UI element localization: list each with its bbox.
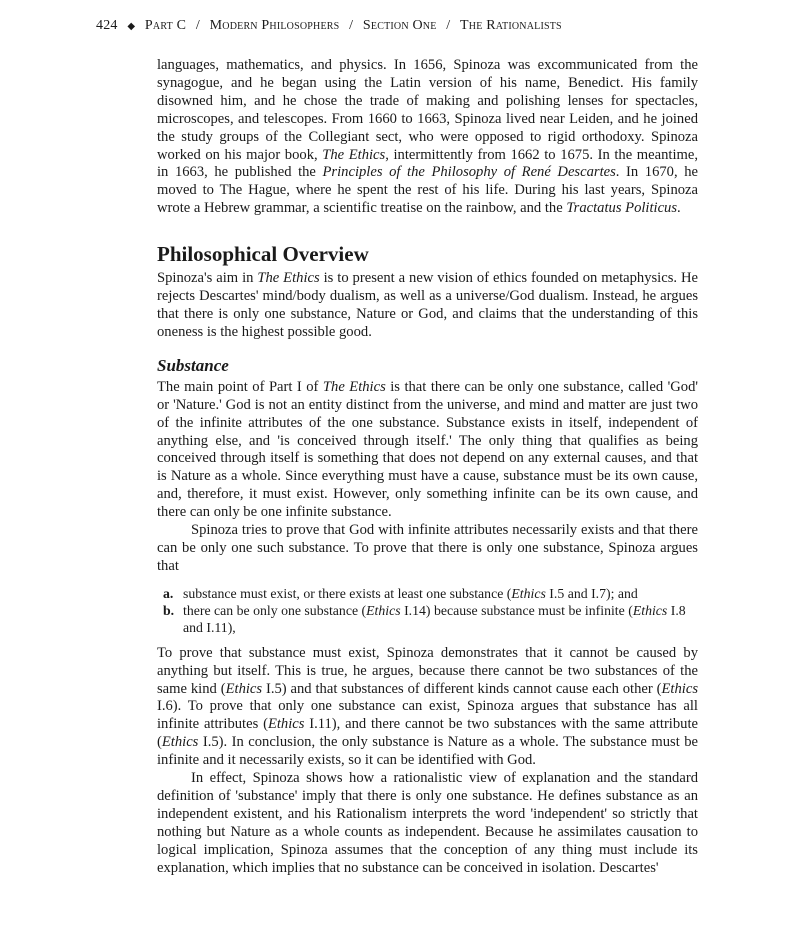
header-separator: /	[446, 18, 451, 33]
biography-paragraph: languages, mathematics, and physics. In 1656, Spinoza was excommunicated from the synagogue, and he began using the Latin version of his name, Benedict. His family disowned him, and he chose the trade of making and polishing lenses for spectacles, microscopes, and telescopes. From 1660 to 1663, Spinoza lived near Leiden, and he joined the study groups of the Collegiant sect, who were opposed to rigid orthodoxy. Spinoza worked on his major book, The Ethics, intermittently from 1662 to 1675. In the meantime, in 1663, he published the Principles of the Philosophy of René Descartes. In 1670, he moved to The Hague, where he spent the rest of his life. During his last years, Spinoza wrote a Hebrew grammar, a scientific treatise on the rainbow, and the Tractatus Politicus.	[157, 57, 698, 217]
diamond-icon: ◆	[127, 21, 136, 32]
header-section-b: Section One	[362, 18, 437, 33]
argument-list	[157, 585, 698, 636]
list-item	[157, 602, 698, 636]
list-item-label: a.	[163, 585, 174, 601]
list-item-text: there can be only one substance (Ethics I.14) because substance must be infinite (Ethics I.8 and I.11),	[183, 602, 686, 635]
header-section-c: The Rationalists	[460, 18, 562, 33]
list-item-label: b.	[163, 602, 175, 618]
header-section-a: Modern Philosophers	[209, 18, 340, 33]
page-body	[157, 57, 698, 878]
proof-paragraph: To prove that substance must exist, Spinoza demonstrates that it cannot be caused by anything but itself. This is true, he argues, because there cannot be two substances of the same kind (Ethics I.5) and that substances of different kinds cannot cause each other (Ethics I.6). To prove that only one substance can exist, Spinoza argues that substance has all infinite attributes (Ethics I.11), and there cannot be two substances with the same attribute (Ethics I.5). In conclusion, the only substance is Nature as a whole. The substance must be infinite and it necessarily exists, so it can be identified with God.	[157, 644, 698, 769]
rationalism-paragraph: In effect, Spinoza shows how a rationalistic view of explanation and the standard definition of 'substance' imply that there is only one substance. He defines substance as an independent existent, and his Rationalism interprets the word 'independent' so strictly that nothing but Nature as a whole counts as independent. Because he assimilates causation to logical implication, Spinoza assumes that the conception of any thing must include its explanation, which implies that no substance can be conceived in isolation. Descartes'	[157, 770, 698, 876]
running-header	[96, 18, 562, 34]
header-part: Part C	[144, 18, 187, 33]
substance-paragraph: The main point of Part I of The Ethics is that there can be only one substance, called 'God' or 'Nature.' God is not an entity distinct from the universe, and mind and matter are just two of the infinite attributes of the one substance. Substance exists in itself, independent of anything else, and 'is conceived through itself.' The only thing that qualifies as being conceived through itself is something that does not depend on any external causes, and that is Nature as a whole. Since everything must have a cause, substance must be its own cause, and, therefore, it must exist. However, only something infinite can be its own cause, and there can only be one infinite substance.	[157, 378, 698, 521]
subsection-heading-substance: Substance	[157, 355, 229, 375]
header-separator: /	[195, 18, 200, 33]
list-item-text: substance must exist, or there exists at least one substance (Ethics I.5 and I.7); and	[183, 585, 638, 601]
page-number: 424	[96, 18, 118, 33]
overview-paragraph: Spinoza's aim in The Ethics is to present a new vision of ethics founded on metaphysics. He rejects Descartes' mind/body dualism, as well as a universe/God dualism. Instead, he argues that there is only one substance, Nature or God, and claims that the understanding of this oneness is the highest possible good.	[157, 270, 698, 340]
proof-intro-paragraph: Spinoza tries to prove that God with infinite attributes necessarily exists and that there can be only one such substance. To prove that there is only one substance, Spinoza argues that	[157, 522, 698, 574]
section-heading-overview: Philosophical Overview	[157, 242, 369, 267]
list-item	[157, 585, 698, 602]
header-separator: /	[349, 18, 354, 33]
